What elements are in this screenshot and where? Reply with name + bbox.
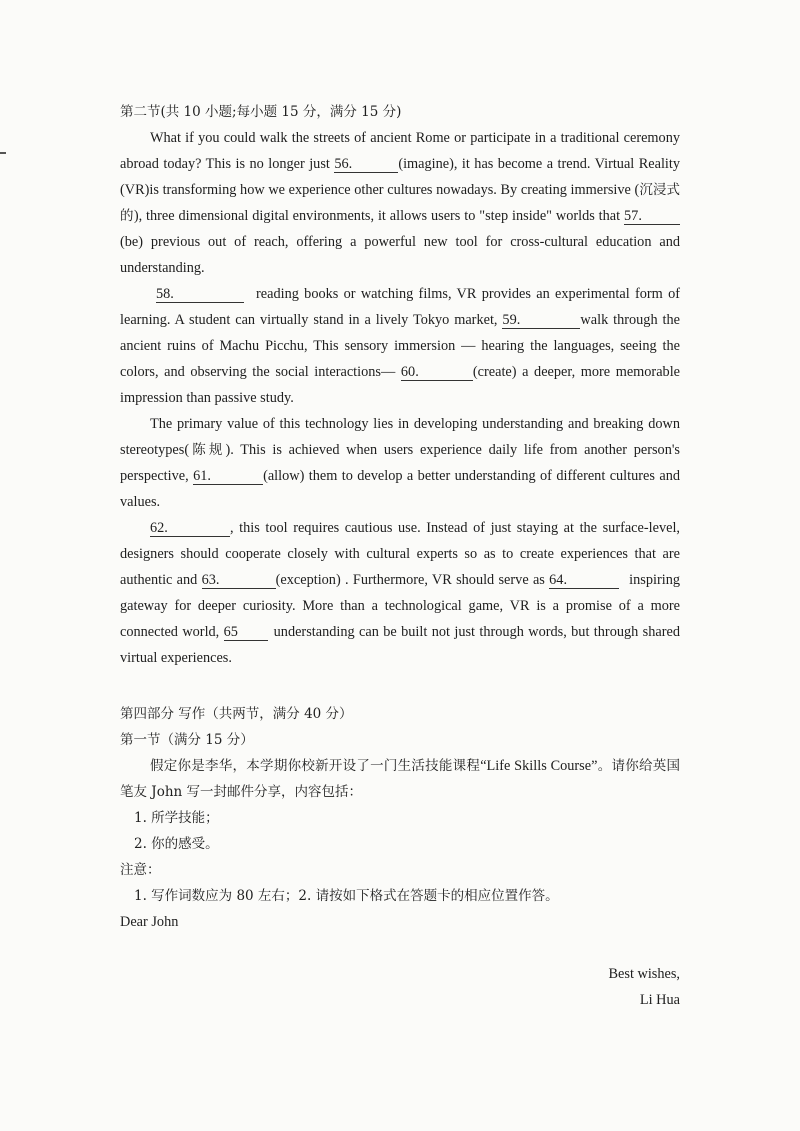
blank-57[interactable]: 57. xyxy=(624,208,680,225)
letter-closing: Best wishes, xyxy=(608,966,680,982)
task-item-1: 1. 所学技能； xyxy=(134,810,219,826)
blank-62[interactable]: 62. xyxy=(150,520,230,537)
letter-signature: Li Hua xyxy=(639,992,680,1008)
blank-63[interactable]: 63. xyxy=(202,572,276,589)
task-line-1: 假定你是李华，本学期你校新开设了一门生活技能课程“Life Skills Course”。请你给英国 xyxy=(150,758,680,774)
part4-subheading: 第一节（满分 15 分） xyxy=(120,732,254,748)
blank-58[interactable]: 58. xyxy=(156,286,244,303)
exam-page: 第二节(共 10 小题;每小题 15 分，满分 15 分) What if you could walk the streets of ancient Rome or participate in a traditional ceremony abroad today? This is no longer just 56. (imagine), it has become a trend. Virtual Reality (VR)is transforming how we experience other cultures nowadays. By creating immersive (沉浸式 的), three dimensional digital environments, it allows users to "step inside" worlds that 57. (be) previous out of reach, offering a powerful new tool for cross-cultural education and understanding. 58. reading books or watching films, VR provides an experimental form of learning. A student can virtually stand in a lively Tokyo market, 59. walk through the ancient ruins of Machu Picchu, This sensory immersion — hearing the languages, seeing the colors, and observing the social interactions— 60. (create) a deeper, more memorable impression than passive study. The primary value of this technology lies in developing understanding and breaking down stereotypes(陈规). This is achieved when users experience daily life from another person's perspective, 61. (allow) them to develop a better understanding of different cultures and values. 62. , this tool requires cautious use. Instead of just staying at the surface-level, designers should cooperate closely with cultural experts so as to create experiences that are authentic and 63. (exception) . Furthermore, VR should serve as 64. inspiring gateway for deeper curiosity. More than a technological game, VR is a promise of a more connected world, 65 understanding can be built not just through words, but through shared virtual experiences. 第四部分 写作（共两节，满分 40 分） 第一节（满分 15 分） 假定你是李华，本学期你校新开设了一门生活技能课程“Life Skills Course”。请你给英国 笔友 John 写一封邮件分享，内容包括： 1. 所学技能； 2. 你的感受。 注意： 1. 写作词数应为 80 左右；2. 请按如下格式在答题卡的相应位置作答。 Dear John Best wishes, Li Hua xyxy=(0,0,800,1131)
blank-64[interactable]: 64. xyxy=(549,572,619,589)
blank-61[interactable]: 61. xyxy=(193,468,263,485)
blank-59[interactable]: 59. xyxy=(502,312,580,329)
blank-56[interactable]: 56. xyxy=(334,156,398,173)
blank-65[interactable]: 65 xyxy=(224,624,268,641)
task-item-2: 2. 你的感受。 xyxy=(134,836,219,852)
letter-greeting: Dear John xyxy=(120,914,179,930)
note-rule: 1. 写作词数应为 80 左右；2. 请按如下格式在答题卡的相应位置作答。 xyxy=(134,888,559,904)
blank-60[interactable]: 60. xyxy=(401,364,473,381)
part4-heading: 第四部分 写作（共两节，满分 40 分） xyxy=(120,706,353,722)
note-label: 注意： xyxy=(120,862,161,878)
task-line-2: 笔友 John 写一封邮件分享，内容包括： xyxy=(120,784,363,800)
scan-edge-mark xyxy=(0,152,6,154)
